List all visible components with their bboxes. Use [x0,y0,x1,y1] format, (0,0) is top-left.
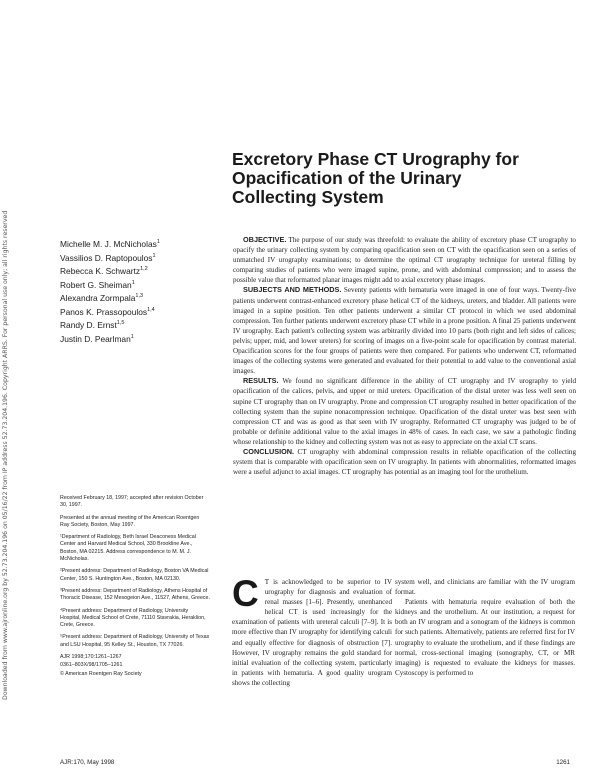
section-heading: SUBJECTS AND METHODS. [243,285,342,295]
author: Alexandra Zormpala$^{1,3}$ [60,292,144,303]
journal-footer: AJR:170, May 1998 [60,759,115,766]
footnote: ¹Department of Radiology, Beth Israel Deaconess Medical Center and Harvard Medical School, 330 Brookline Ave., Boston, MA 02215. Address correspondence to M. M. J. McNicholas. [60,534,196,563]
section-heading: CONCLUSION. [243,446,295,456]
title-line: Collecting System [232,187,384,207]
author: Robert G. Sheiman$^1$ [60,279,135,290]
download-notice: Downloaded from www.ajronline.org by 52.73.204.196 on 05/16/22 from IP address 52.73.204.196. Copyright ARRS. For personal use only; all rights reserved [2,210,9,700]
footnote: ³Present address: Department of Radiology, Athens Hospital of Thoracic Disease, 152 Mesogeion Ave., 11527, Athens, Greece. [60,587,210,602]
footnote: Presented at the annual meeting of the American Roentgen Ray Society, Boston, May 1997. [60,514,200,528]
author: Panos K. Prassopoulos$^{1,4}$ [60,306,155,317]
author: Rebecca K. Schwartz$^{1,2}$ [60,265,148,276]
abstract-methods: SUBJECTS AND METHODS. Seventy patients with hematuria were imaged in one of four ways. Twenty-five patients underwent contrast-enhanced excretory phase helical CT of the kidneys, ureters, and bladder. All patients were imaged in a supine position. Ten other patients underwent a similar CT protocol in which we used abdominal compression. Ten further patients underwent excretory phase CT while in a prone position. A final 25 patients underwent IV urography. Each patient's collecting system was arbitrarily divided into 10 parts (both right and left sides of calices; pelvis; upper, mid, and lower ureters) for scoring of images on a five-point scale for opacification by contrast material. Opacification scores for the four groups of patients were then compared. For patients who underwent CT, reformatted images of the collecting systems were generated and evaluated for their potential to add value to the conventional axial images. [233,285,577,376]
abstract-results: RESULTS. We found no significant difference in the ability of CT urography and IV urography to yield opacification of the calices, pelvis, and upper or mid ureters. Opacification of the distal ureter was less well seen on supine CT urography than on IV urography. Prone and compression CT urography resulted in better opacification of the collecting system than the supine nonacompression technique. Opacification of the distal ureter was best seen with compression CT and was as good as that seen with IV urography. Reformatted CT urography was judged to be of probable or definite additional value to the axial images in 48% of cases. In each case, we saw a pathologic finding whose relationship to the kidney and collecting system was not as easy to appreciate on the axial CT scans. [233,376,576,446]
body-column-left [232,573,392,688]
author: Vassilios D. Raptopoulos$^1$ [60,252,156,263]
author-list [60,237,220,345]
section-heading: OBJECTIVE. [243,235,287,244]
intro-paragraph: Patients with hematuria require evaluation of both the kidneys and the urothelium. At our institution, a request for both an IV urogram and a sonogram of the kidneys is common for such patients. Alternatively, patients are referred first for IV urography to evaluate the urothelium, and if these findings are normal, cross-sectional imaging (sonography, CT, or MR imaging) is requested to evaluate the kidneys for masses. Cystoscopy is performed to [395,598,575,677]
drop-cap: C [232,573,259,614]
body-column-right [395,577,575,678]
article-title [232,150,572,207]
intro-paragraph: system well, and clinicians are familiar with the IV urogram format. [395,578,575,597]
title-line: Excretory Phase CT Urography for [232,149,519,169]
footnote: ⁵Present address: Department of Radiology, University of Texas and LSU Hospital, 95 Kelley St., Houston, TX 77026. [60,634,210,648]
author: Randy D. Ernst$^{1,5}$ [60,319,125,330]
copyright-line: © American Roentgen Ray Society [60,670,142,677]
author: Justin D. Pearlman$^1$ [60,333,134,344]
title-line: Opacification of the Urinary [232,168,462,188]
page-number: 1261 [556,759,570,766]
footnote: ⁴Present address: Department of Radiology, University Hospital, Medical School of Crete, 71110 Stavrakia, Heraklion, Crete, Greece. [60,607,206,629]
footnotes [60,495,210,683]
author: Michelle M. J. McNicholas$^1$ [60,238,160,249]
abstract [233,235,576,477]
intro-paragraph: C T is acknowledged to be superior to IV urography for diagnosis and evaluation of renal masses [1–6]. Presently, unenhanced helical CT is used increasingly for the examination of patients with ureteral calculi [7–9]. It is more effective than IV urography for identifying calculi and equally effective for diagnosis of obstruction [7]. However, IV urography remains the gold standard for initial evaluation of the collecting system, particularly in patients with hematuria. A good quality urogram shows the collecting [232,573,392,687]
section-heading: RESULTS. [243,376,279,386]
footnote: Received February 18, 1997; accepted after revision October 30, 1997. [60,495,204,509]
issn-line: 0361–803X/98/1705–1261 [60,662,123,669]
citation-line: AJR 1998;170:1261–1267 [60,654,122,661]
abstract-conclusion: CONCLUSION. CT urography with abdominal compression results in reliable opacification of the collecting system that is comparable with opacification seen on IV urography. In patients with abnormalities, reformatted images were a useful adjunct to axial images. CT urography has potential as an imaging tool for the urothelium. [233,446,577,477]
footnote: ²Present address: Department of Radiology, Boston VA Medical Center, 150 S. Huntington Ave., Boston, MA 02130. [60,568,209,582]
abstract-objective: OBJECTIVE. The purpose of our study was threefold: to evaluate the ability of excretory phase CT urography to opacify the urinary collecting system by comparing opacification seen on CT with the opacification seen on a series of unmatched IV urography examinations; to determine the optimal CT urography technique for ureteral filling by comparing studies of patients who were imaged supine, prone, and with abdominal compression; and to assess the possible value that reformatted planar images might add to axial excretory phase images. [233,235,576,285]
